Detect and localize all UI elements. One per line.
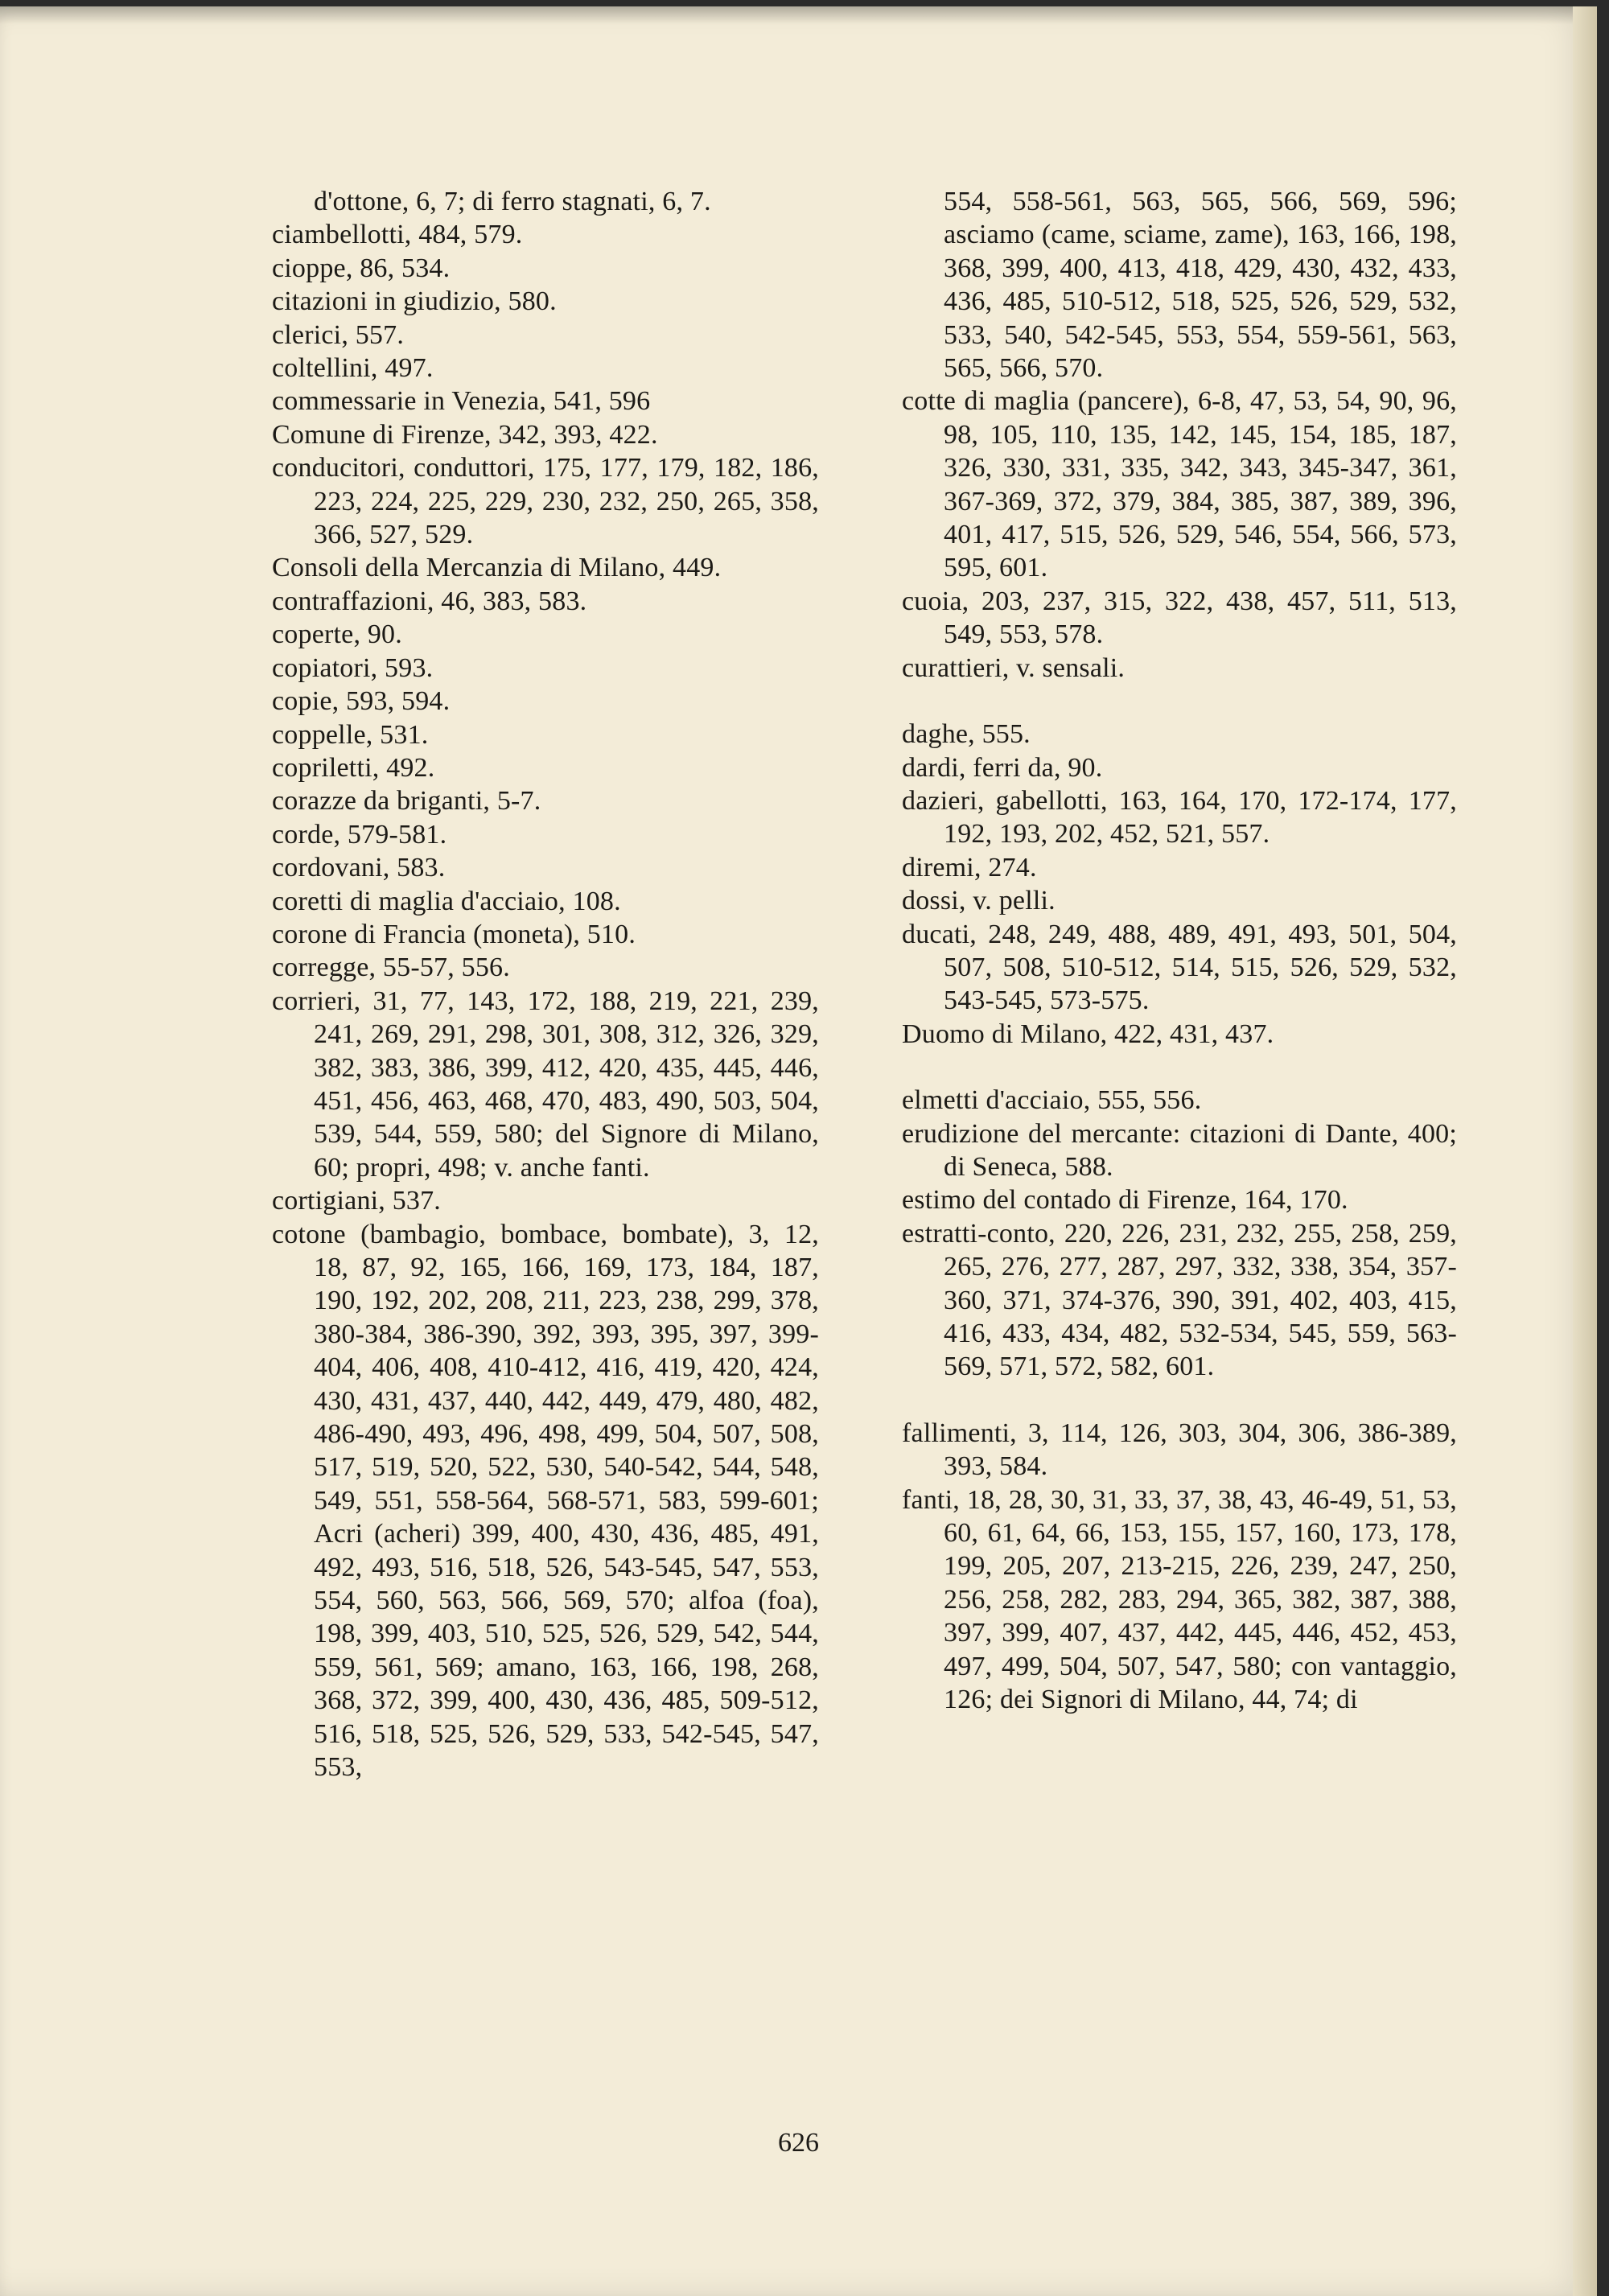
index-entry: dossi, v. pelli. bbox=[902, 886, 1056, 916]
index-entry: daghe, 555. bbox=[902, 719, 1031, 750]
index-entry: corrieri, 31, 77, 143, 172, 188, 219, 221, 239, 241, 269, 291, 298, 301, 308, 312, 326, 329, 382, 383, 386, 399, 412, 420, 435, 445, 446, 451, 456, 463, 468, 470, 483, 490, 503, 504, 539, 544, 559, 580; del Signore di Milano, 60; propri, 498; v. anche fanti. bbox=[272, 985, 819, 1183]
index-entry: cortigiani, 537. bbox=[272, 1186, 441, 1216]
index-entry: coperte, 90. bbox=[272, 619, 402, 650]
index-entry: corregge, 55-57, 556. bbox=[272, 953, 510, 983]
index-entry: curattieri, v. sensali. bbox=[902, 652, 1125, 683]
index-entry: copiatori, 593. bbox=[272, 652, 434, 683]
index-entry: cuoia, 203, 237, 315, 322, 438, 457, 511, 513, 549, 553, 578. bbox=[902, 586, 1457, 650]
index-entry: coltellini, 497. bbox=[272, 353, 434, 384]
index-column-right bbox=[902, 185, 1457, 1716]
index-column-left bbox=[272, 185, 819, 1784]
index-entry: dazieri, gabellotti, 163, 164, 170, 172-174, 177, 192, 193, 202, 452, 521, 557. bbox=[902, 785, 1457, 850]
index-entry: cordovani, 583. bbox=[272, 853, 446, 883]
index-entry: coretti di maglia d'acciaio, 108. bbox=[272, 886, 621, 916]
index-entry: fanti, 18, 28, 30, 31, 33, 37, 38, 43, 46-49, 51, 53, 60, 61, 64, 66, 153, 155, 157, 160, 173, 178, 199, 205, 207, 213-215, 226, 239, 247, 250, 256, 258, 282, 283, 294, 365, 382, 387, 388, 397, 399, 407, 437, 442, 445, 446, 452, 453, 497, 499, 504, 507, 547, 580; con vantaggio, 126; dei Signori di Milano, 44, 74; di bbox=[902, 1484, 1457, 1715]
page-number: 626 bbox=[778, 2128, 819, 2158]
index-entry: Consoli della Mercanzia di Milano, 449. bbox=[272, 553, 722, 583]
index-entry: Duomo di Milano, 422, 431, 437. bbox=[902, 1018, 1274, 1049]
index-entry: citazioni in giudizio, 580. bbox=[272, 286, 557, 317]
index-entry: cioppe, 86, 534. bbox=[272, 253, 451, 283]
index-entry: elmetti d'acciaio, 555, 556. bbox=[902, 1085, 1202, 1116]
index-entry: corde, 579-581. bbox=[272, 819, 447, 850]
index-entry: cotte di maglia (pancere), 6-8, 47, 53, 54, 90, 96, 98, 105, 110, 135, 142, 145, 154, 185, 187, 326, 330, 331, 335, 342, 343, 345-347, 361, 367-369, 372, 379, 384, 385, 387, 389, 396, 401, 417, 515, 526, 529, 546, 554, 566, 573, 595, 601. bbox=[902, 386, 1457, 583]
index-entry: copie, 593, 594. bbox=[272, 686, 451, 717]
index-entry: erudizione del mercante: citazioni di Dante, 400; di Seneca, 588. bbox=[902, 1118, 1457, 1182]
index-entry: commessarie in Venezia, 541, 596 bbox=[272, 386, 651, 417]
index-entry: diremi, 274. bbox=[902, 852, 1037, 883]
index-entry: Comune di Firenze, 342, 393, 422. bbox=[272, 419, 658, 450]
page-edge bbox=[1573, 6, 1597, 2296]
page-top-shadow bbox=[0, 6, 1597, 24]
index-entry: d'ottone, 6, 7; di ferro stagnati, 6, 7. bbox=[314, 187, 711, 216]
index-entry: estimo del contado di Firenze, 164, 170. bbox=[902, 1185, 1348, 1216]
index-entry: dardi, ferri da, 90. bbox=[902, 752, 1103, 783]
index-entry: corazze da briganti, 5-7. bbox=[272, 786, 541, 817]
index-entry: contraffazioni, 46, 383, 583. bbox=[272, 586, 587, 616]
book-page bbox=[0, 6, 1597, 2296]
index-entry: copriletti, 492. bbox=[272, 752, 435, 783]
index-entry: estratti-conto, 220, 226, 231, 232, 255, 258, 259, 265, 276, 277, 287, 297, 332, 338, 354, 357-360, 371, 374-376, 390, 391, 402, 403, 415, 416, 433, 434, 482, 532-534, 545, 559, 563-569, 571, 572, 582, 601. bbox=[902, 1218, 1457, 1382]
index-entry: ciambellotti, 484, 579. bbox=[272, 220, 523, 250]
index-entry: coppelle, 531. bbox=[272, 719, 429, 750]
index-entry: ducati, 248, 249, 488, 489, 491, 493, 501, 504, 507, 508, 510-512, 514, 515, 526, 529, 532, 543-545, 573-575. bbox=[902, 919, 1457, 1016]
index-entry: clerici, 557. bbox=[272, 319, 405, 350]
index-entry: cotone (bambagio, bombace, bombate), 3, 12, 18, 87, 92, 165, 166, 169, 173, 184, 187, 190, 192, 202, 208, 211, 223, 238, 299, 378, 380-384, 386-390, 392, 393, 395, 397, 399-404, 406, 408, 410-412, 416, 419, 420, 424, 430, 431, 437, 440, 442, 449, 479, 480, 482, 486-490, 493, 496, 498, 499, 504, 507, 508, 517, 519, 520, 522, 530, 540-542, 544, 548, 549, 551, 558-564, 568-571, 583, 599-601; Acri (acheri) 399, 400, 430, 436, 485, 491, 492, 493, 516, 518, 526, 543-545, 547, 553, 554, 560, 563, 566, 569, 570; alfoa (foa), 198, 399, 403, 510, 525, 526, 529, 542, 544, 559, 561, 569; amano, 163, 166, 198, 268, 368, 372, 399, 400, 430, 436, 485, 509-512, 516, 518, 525, 526, 529, 533, 542-545, 547, 553, bbox=[272, 1219, 819, 1783]
index-entry: corone di Francia (moneta), 510. bbox=[272, 919, 636, 949]
index-entry: 554, 558-561, 563, 565, 566, 569, 596; asciamo (came, sciame, zame), 163, 166, 198, 368, 399, 400, 413, 418, 429, 430, 432, 433, 436, 485, 510-512, 518, 525, 526, 529, 532, 533, 540, 542-545, 553, 554, 559-561, 563, 565, 566, 570. bbox=[944, 187, 1457, 384]
index-entry: fallimenti, 3, 114, 126, 303, 304, 306, 386-389, 393, 584. bbox=[902, 1418, 1457, 1482]
index-entry: conducitori, conduttori, 175, 177, 179, 182, 186, 223, 224, 225, 229, 230, 232, 250, 265, 358, 366, 527, 529. bbox=[272, 453, 819, 550]
